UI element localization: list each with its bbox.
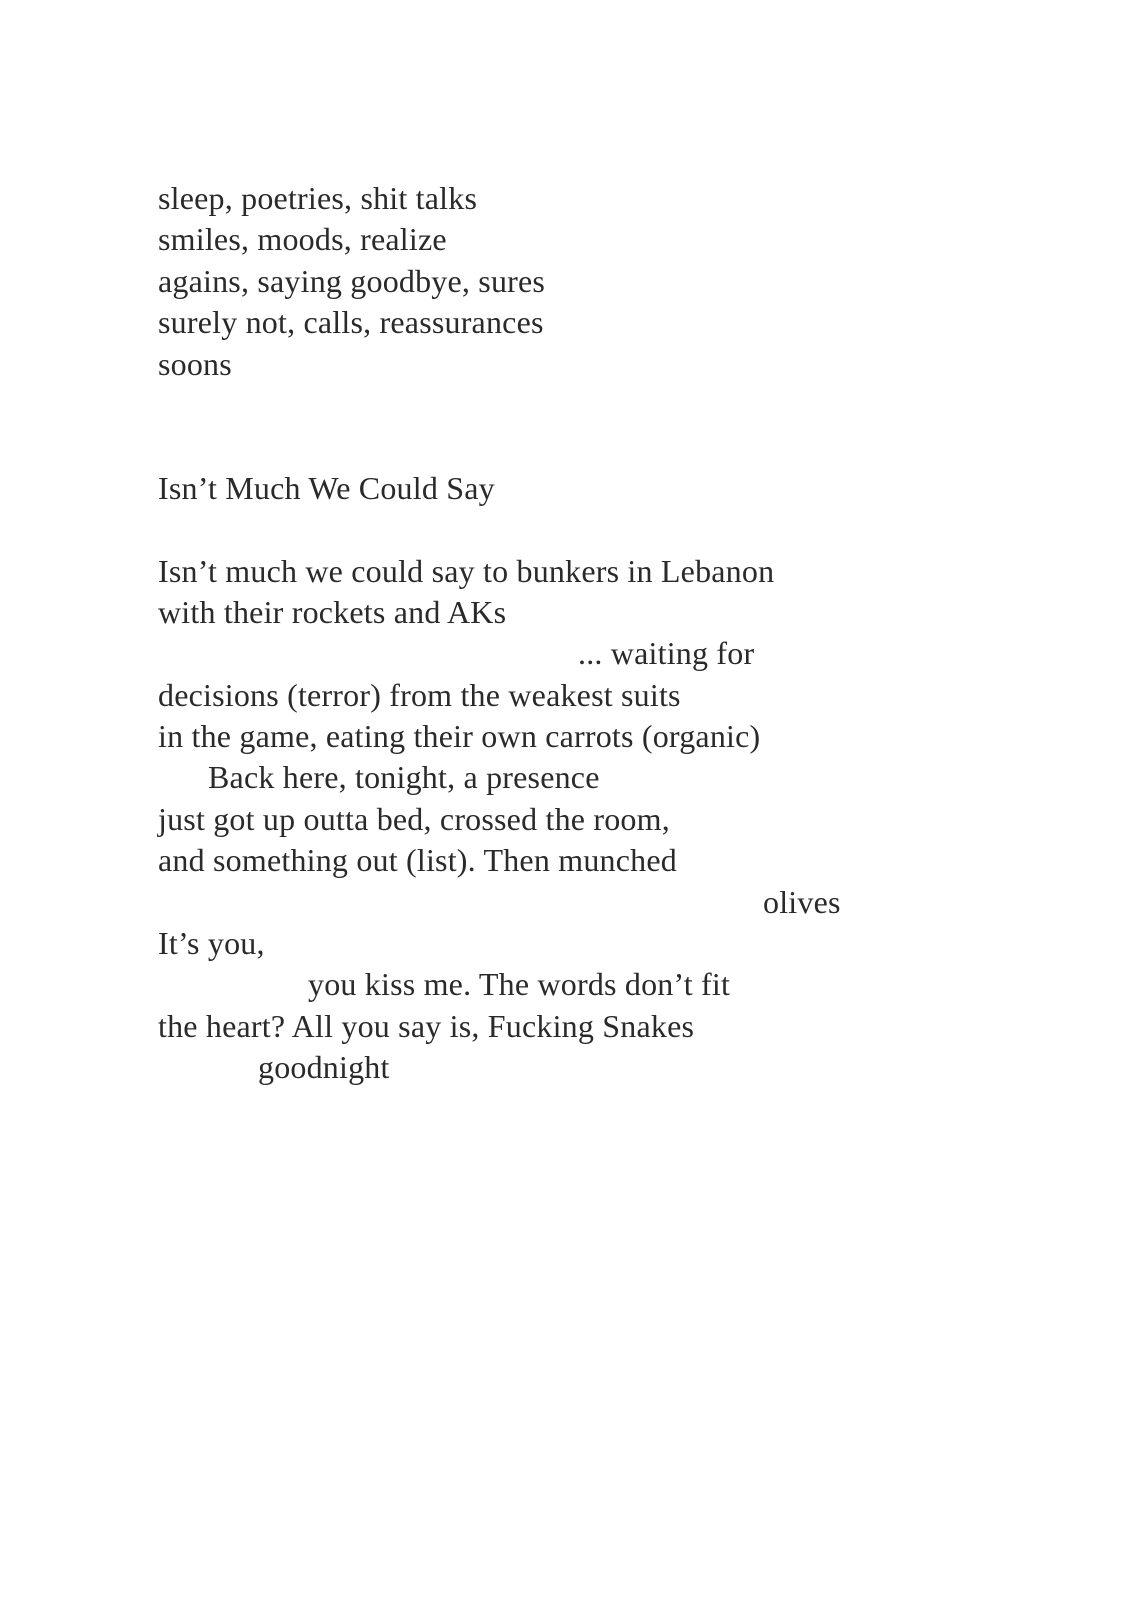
poem-line: with their rockets and AKs [158, 593, 507, 630]
poem-line: smiles, moods, realize [158, 221, 447, 258]
poem-line: soons [158, 345, 232, 382]
poem-line: It’s you, [158, 925, 265, 962]
poem-line: ... waiting for [578, 635, 755, 672]
poem-line: olives [763, 883, 841, 920]
poem [158, 178, 1144, 1089]
poem-fragment-stanza [158, 178, 1144, 385]
poem-line: you kiss me. The words don’t fit [308, 966, 731, 1003]
poem-line: the heart? All you say is, Fucking Snakes [158, 1007, 695, 1044]
poem-line: surely not, calls, reassurances [158, 304, 544, 341]
poem-line: sleep, poetries, shit talks [158, 180, 478, 216]
poem-line: Back here, tonight, a presence [208, 759, 600, 796]
poem-title: Isn’t Much We Could Say [158, 469, 495, 506]
poem-line: decisions (terror) from the weakest suits [158, 676, 681, 713]
poem-body-stanza [158, 551, 1144, 1089]
title-gap [158, 509, 1144, 550]
stanza-gap [158, 385, 1144, 468]
poem-line: goodnight [258, 1049, 390, 1086]
poem-line: and something out (list). Then munched [158, 842, 677, 879]
poem-line: just got up outta bed, crossed the room, [158, 800, 670, 837]
poem-line: in the game, eating their own carrots (organic) [158, 718, 761, 755]
poem-line: Isn’t much we could say to bunkers in Lebanon [158, 552, 775, 589]
poem-line: agains, saying goodbye, sures [158, 262, 546, 299]
